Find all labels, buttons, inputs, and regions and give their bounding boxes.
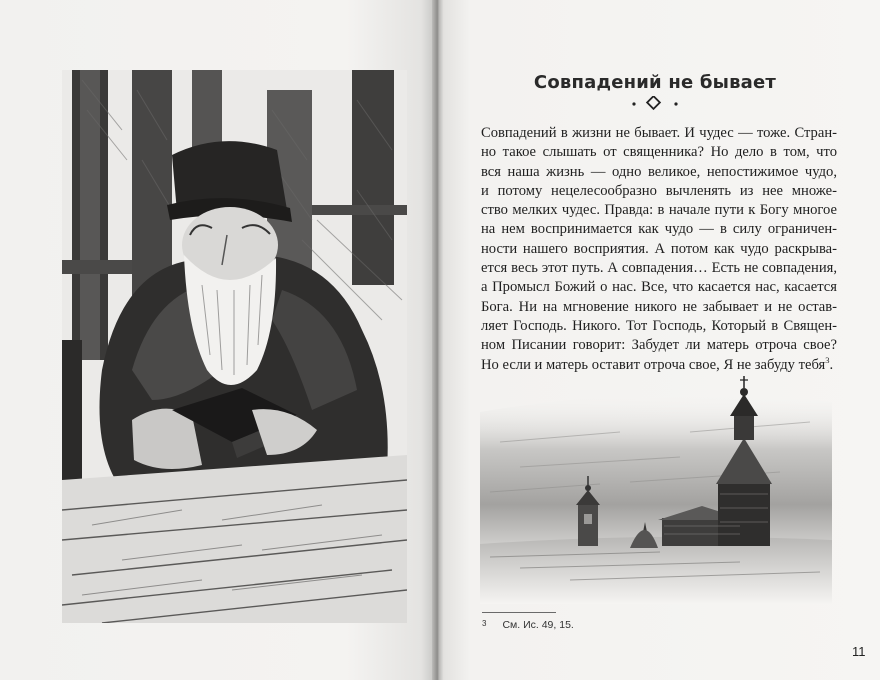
text-line: вся наша жизнь — одно великое, непостижимое чудо, bbox=[481, 163, 837, 180]
footnote-divider bbox=[482, 612, 556, 613]
book-gutter bbox=[432, 0, 444, 680]
text-line: Бога. Ни на мгновение никого не забывает и не остав- bbox=[481, 298, 837, 315]
text-line: ство мелких чудес. Правда: в начале пути к Богу многое bbox=[481, 202, 837, 219]
text-line: ется весь этот путь. А совпадения… Есть не совпадения, bbox=[481, 260, 837, 277]
closing-punctuation: . bbox=[829, 356, 834, 373]
text-line: ном Писании говорит: Забудет ли матерь отроча свое? bbox=[481, 337, 837, 354]
page-number: 11 bbox=[852, 644, 866, 659]
text-line: и потому нецелесообразно вычленять из нее множе- bbox=[481, 182, 837, 199]
text-line: ляет Господь. Никого. Тот Господь, Который в Священ- bbox=[481, 317, 837, 334]
text-line: а Промысл Божий о нас. Все, что касается нас, касается bbox=[481, 279, 837, 296]
text-line: Совпадений в жизни не бывает. И чудес — тоже. Стран- bbox=[481, 125, 837, 141]
diamond-divider-icon bbox=[620, 96, 690, 112]
chapter-title: Совпадений не бывает bbox=[533, 72, 777, 93]
text-line: но такое слышать от священника? Но дело в том, что bbox=[481, 144, 837, 161]
body-paragraph bbox=[481, 124, 837, 375]
footnote-text: См. Ис. 49, 15. bbox=[502, 619, 574, 631]
monk-illustration bbox=[62, 70, 407, 623]
footnote-number: 3 bbox=[482, 619, 487, 628]
church-illustration bbox=[480, 372, 832, 604]
footnote bbox=[482, 619, 574, 631]
text-line: на нем воспринимается как чудо — в силу ограничен- bbox=[481, 221, 837, 238]
text-line: Но если и матерь оставит отроча свое, Я не забуду тебя bbox=[481, 356, 826, 373]
footnote-reference[interactable]: 3 bbox=[825, 354, 830, 365]
text-line: ности нашего восприятия. А потом как чудо раскрыва- bbox=[481, 240, 837, 257]
